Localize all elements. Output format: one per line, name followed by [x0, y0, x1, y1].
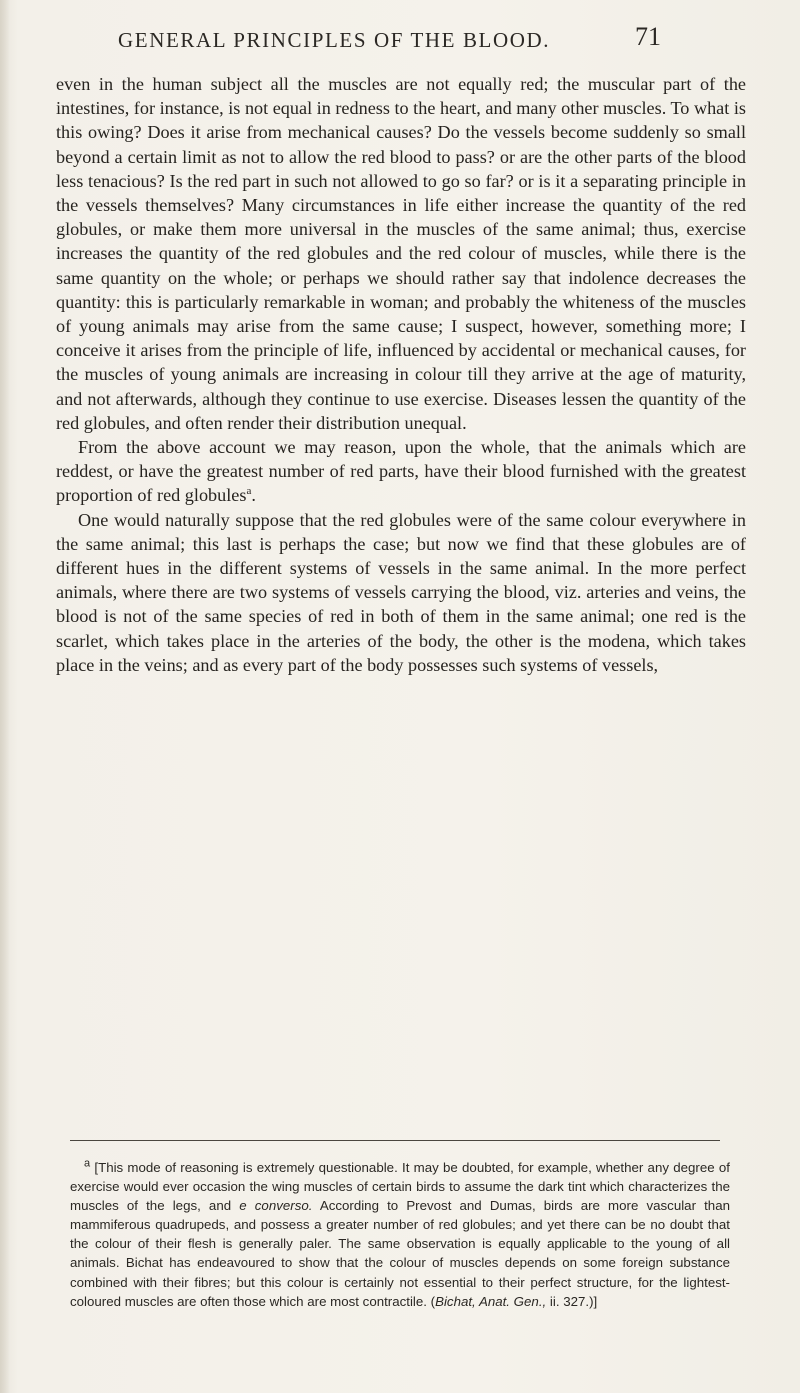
footnote-part-2: According to Prevost and Dumas, birds are more vascular than mammiferous quadrupeds, and possess a greater number of red globules; and yet there can be no doubt that the colour of their flesh is generally paler. The same observation is equally applicable to the young of all animals. Bichat has endeavoured to show that the colour of muscles depends on some foreign substance combined with their fibres; but this colour is certainly not essential to their perfect structure, for the lightest-coloured muscles are often those which are most contractile. ( — [70, 1198, 730, 1309]
page-gutter-shadow — [0, 0, 10, 1393]
body-text — [56, 72, 746, 677]
footnote-divider — [70, 1140, 720, 1141]
footnote-part-3: ii. 327.)] — [549, 1293, 598, 1309]
footnote-text — [70, 1158, 730, 1311]
paragraph-2 — [56, 435, 746, 508]
footnote-italic-1: e converso. — [239, 1198, 313, 1214]
paragraph-1: even in the human subject all the muscles are not equally red; the muscular part of the intestines, for instance, is not equal in redness to the heart, and many other muscles. To what is this owing? Does it arise from mechanical causes? Do the vessels become suddenly so small beyond a certain limit as not to allow the red blood to pass? or are the other parts of the blood less tenacious? Is the red part in such not allowed to go so far? or is it a separating principle in the vessels themselves? Many circumstances in life either increase the quantity of the red globules, or make them more universal in the muscles of the same animal; thus, exercise increases the quantity of the red globules and the red colour of muscles, while there is the same quantity on the whole; or perhaps we should rather say that indolence decreases the quantity: this is particularly remarkable in woman; and probably the whiteness of the muscles of young animals may arise from the same cause; I suspect, however, something more; I conceive it arises from the principle of life, influenced by accidental or mechanical causes, for the muscles of young animals are increasing in colour till they arrive at the age of maturity, and not afterwards, although they continue to use exercise. Diseases lessen the quantity of the red globules, and often render their distribution unequal. — [56, 74, 746, 433]
page-header — [0, 20, 800, 60]
footnote — [70, 1158, 730, 1311]
paragraph-2-end: . — [251, 485, 256, 506]
running-head: GENERAL PRINCIPLES OF THE BLOOD. — [118, 28, 551, 52]
footnote-marker: a — [84, 1157, 91, 1170]
footnote-italic-2: Bichat, Anat. Gen., — [435, 1293, 547, 1309]
footnote-reference[interactable]: a — [246, 485, 252, 498]
paragraph-2-text: From the above account we may reason, upon the whole, that the animals which are reddest, or have the greatest number of red parts, have their blood furnished with the greatest proportion of red globules — [56, 437, 746, 506]
paragraph-3: One would naturally suppose that the red globules were of the same colour everywhere in the same animal; this last is perhaps the case; but now we find that these globules are of different hues in the different systems of vessels in the same animal. In the more perfect animals, where there are two systems of vessels carrying the blood, viz. arteries and veins, the blood is not of the same species of red in both of them in the same animal; one red is the scarlet, which takes place in the arteries of the body, the other is the modena, which takes place in the veins; and as every part of the body possesses such systems of vessels, — [56, 509, 746, 675]
footnote-part-1: [This mode of reasoning is extremely questionable. It may be doubted, for example, whether any degree of exercise would ever occasion the wing muscles of certain birds to assume the dark tint which characterizes the muscles of the legs, and — [70, 1160, 730, 1214]
page-number: 71 — [635, 22, 661, 51]
